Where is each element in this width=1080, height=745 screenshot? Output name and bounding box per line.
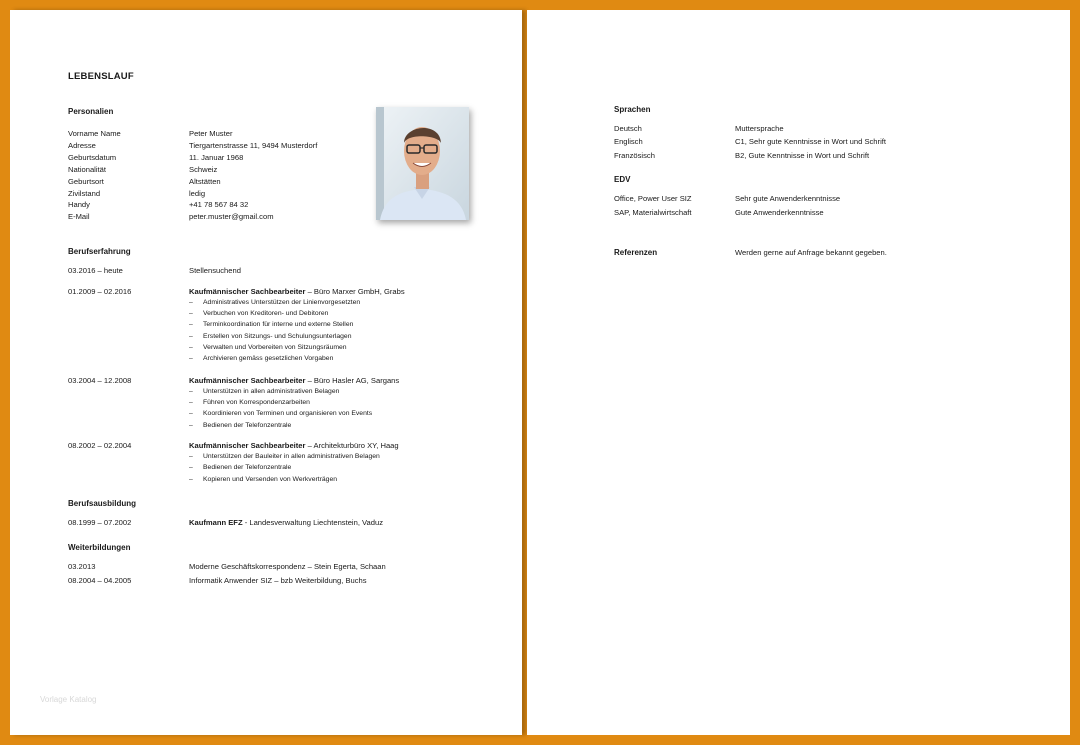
- job-title: [189, 287, 405, 296]
- personal-value: peter.muster@gmail.com: [189, 212, 274, 221]
- job-bullet: – Unterstützen in allen administrativen Belagen: [189, 388, 340, 395]
- cv-page-2: [527, 10, 1070, 735]
- personal-label: Geburtsdatum: [68, 153, 117, 162]
- education-date: 08.1999 – 07.2002: [68, 518, 132, 527]
- job-bullet: – Erstellen von Sitzungs- und Schulungsunterlagen: [189, 333, 352, 340]
- section-heading-referenzen: Referenzen: [614, 248, 658, 257]
- personal-value: Altstätten: [189, 177, 221, 186]
- job-role: Kaufmännischer Sachbearbeiter: [189, 287, 306, 296]
- education-role: Kaufmann EFZ: [189, 518, 243, 527]
- job-title: [189, 266, 241, 275]
- job-bullet: – Administratives Unterstützen der Linienvorgesetzten: [189, 299, 361, 306]
- job-role: Kaufmännischer Sachbearbeiter: [189, 376, 306, 385]
- training-value: Moderne Geschäftskorrespondenz – Stein Egerta, Schaan: [189, 562, 386, 571]
- job-bullet: – Führen von Korrespondenzarbeiten: [189, 399, 310, 406]
- personal-value: Schweiz: [189, 165, 218, 174]
- job-title: [189, 376, 399, 385]
- section-heading-berufserfahrung: Berufserfahrung: [68, 247, 131, 256]
- job-bullet: – Bedienen der Telefonzentrale: [189, 422, 292, 429]
- section-heading-berufsausbildung: Berufsausbildung: [68, 499, 137, 508]
- personal-label: Nationalität: [68, 165, 106, 174]
- section-heading-sprachen: Sprachen: [614, 105, 651, 114]
- language-level: B2, Gute Kenntnisse in Wort und Schrift: [735, 151, 870, 160]
- personal-value: Peter Muster: [189, 129, 233, 138]
- personal-value: +41 78 567 84 32: [189, 200, 249, 209]
- job-date: 03.2004 – 12.2008: [68, 376, 132, 385]
- job-title: [189, 441, 399, 450]
- personal-label: E-Mail: [68, 212, 90, 221]
- training-value: Informatik Anwender SIZ – bzb Weiterbildung, Buchs: [189, 576, 367, 585]
- language-level: C1, Sehr gute Kenntnisse in Wort und Schrift: [735, 137, 886, 146]
- job-bullet: – Archivieren gemäss gesetzlichen Vorgaben: [189, 355, 334, 362]
- document-title: LEBENSLAUF: [68, 71, 134, 82]
- job-company: – Büro Marxer GmbH, Grabs: [305, 287, 405, 296]
- section-heading-weiterbildungen: Weiterbildungen: [68, 543, 131, 552]
- section-heading-edv: EDV: [614, 175, 631, 184]
- it-skill-label: SAP, Materialwirtschaft: [614, 208, 692, 217]
- it-skill-label: Office, Power User SIZ: [614, 194, 692, 203]
- job-date: 01.2009 – 02.2016: [68, 287, 132, 296]
- portrait-image: [376, 107, 469, 220]
- personal-value: 11. Januar 1968: [189, 153, 244, 162]
- language-label: Französisch: [614, 151, 655, 160]
- job-company: Stellensuchend: [189, 266, 241, 275]
- job-bullet: – Bedienen der Telefonzentrale: [189, 464, 292, 471]
- job-bullet: – Terminkoordination für interne und externe Stellen: [189, 321, 354, 328]
- language-label: Deutsch: [614, 124, 642, 133]
- personal-label: Handy: [68, 200, 90, 209]
- personal-value: ledig: [189, 189, 206, 198]
- training-date: 08.2004 – 04.2005: [68, 576, 132, 585]
- job-bullet: – Kopieren und Versenden von Werkverträgen: [189, 476, 338, 483]
- job-role: Kaufmännischer Sachbearbeiter: [189, 441, 306, 450]
- personal-label: Vorname Name: [68, 129, 121, 138]
- it-skill-level: Gute Anwenderkenntnisse: [735, 208, 824, 217]
- it-skill-level: Sehr gute Anwenderkenntnisse: [735, 194, 841, 203]
- education-place: - Landesverwaltung Liechtenstein, Vaduz: [242, 518, 384, 527]
- training-date: 03.2013: [68, 562, 96, 571]
- job-company: – Architekturbüro XY, Haag: [305, 441, 399, 450]
- job-bullet: – Verwalten und Vorbereiten von Sitzungsräumen: [189, 344, 347, 351]
- personal-value: Tiergartenstrasse 11, 9494 Musterdorf: [189, 141, 318, 150]
- watermark: Vorlage Katalog: [40, 695, 97, 704]
- job-date: 03.2016 – heute: [68, 266, 123, 275]
- profile-photo: [376, 107, 469, 220]
- personal-label: Zivilstand: [68, 189, 101, 198]
- cv-page-1: [10, 10, 522, 735]
- references-text: Werden gerne auf Anfrage bekannt gegeben.: [735, 248, 887, 257]
- personal-label: Geburtsort: [68, 177, 104, 186]
- job-bullet: – Verbuchen von Kreditoren- und Debitoren: [189, 310, 329, 317]
- language-level: Muttersprache: [735, 124, 784, 133]
- job-date: 08.2002 – 02.2004: [68, 441, 132, 450]
- section-heading-personalien: Personalien: [68, 107, 114, 116]
- job-bullet: – Koordinieren von Terminen und organisieren von Events: [189, 410, 373, 417]
- personal-label: Adresse: [68, 141, 96, 150]
- job-bullet: – Unterstützen der Bauleiter in allen administrativen Belagen: [189, 453, 380, 460]
- education-title: [189, 518, 383, 527]
- language-label: Englisch: [614, 137, 643, 146]
- job-company: – Büro Hasler AG, Sargans: [305, 376, 400, 385]
